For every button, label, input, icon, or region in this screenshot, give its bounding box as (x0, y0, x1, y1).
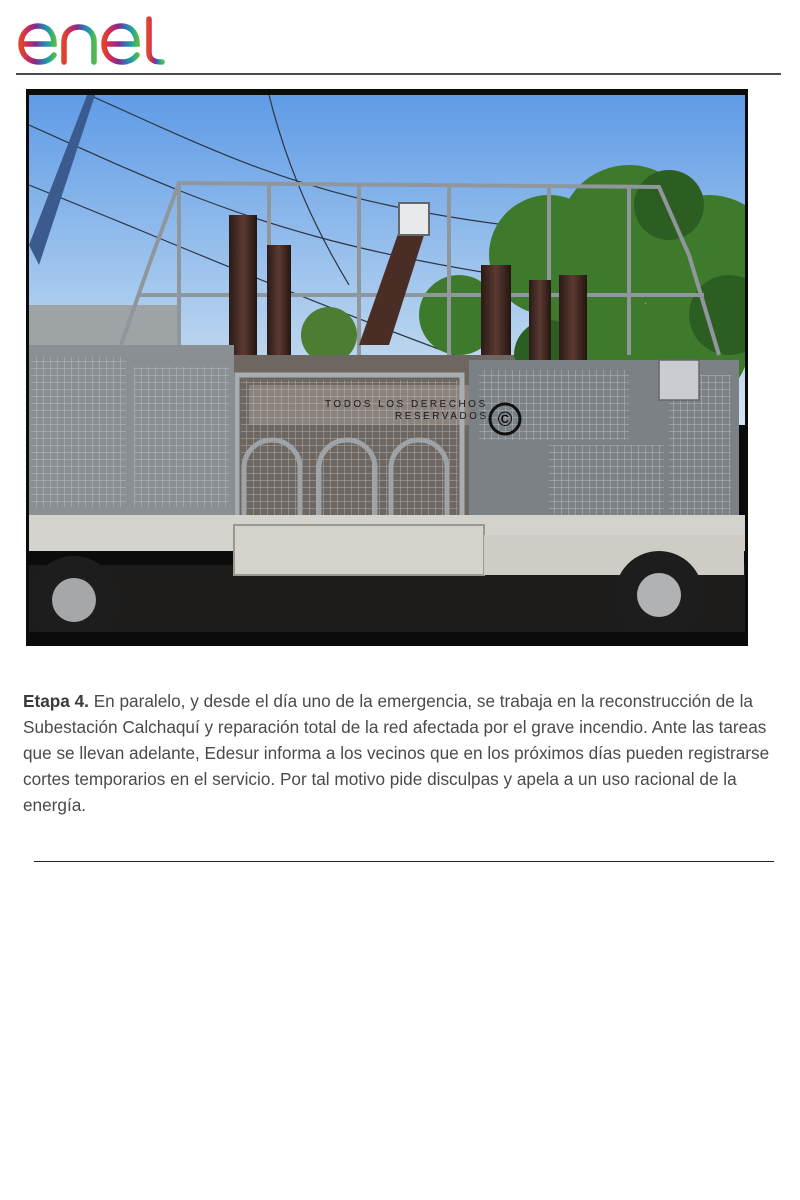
watermark-line2: RESERVADOS (395, 411, 489, 422)
mobile-substation-photo (29, 95, 745, 632)
header-divider (16, 73, 781, 75)
watermark-line1: TODOS LOS DERECHOS (325, 399, 488, 410)
article-paragraph (23, 688, 773, 818)
enel-logo (16, 16, 170, 68)
article-photo (26, 89, 748, 646)
step-label: Etapa 4. (23, 691, 89, 711)
paragraph-text: En paralelo, y desde el día uno de la emergencia, se trabaja en la reconstrucción de la Subestación Calchaquí y reparación total de la red afectada por el grave incendio. Ante las tareas que se llevan adelante, Edesur informa a los vecinos que en los próximos días pueden registrarse cortes temporarios en el servicio. Por tal motivo pide disculpas y apela a un uso racional de la energía. (23, 691, 770, 815)
svg-text:©: © (497, 409, 513, 431)
footer-divider (34, 861, 774, 862)
